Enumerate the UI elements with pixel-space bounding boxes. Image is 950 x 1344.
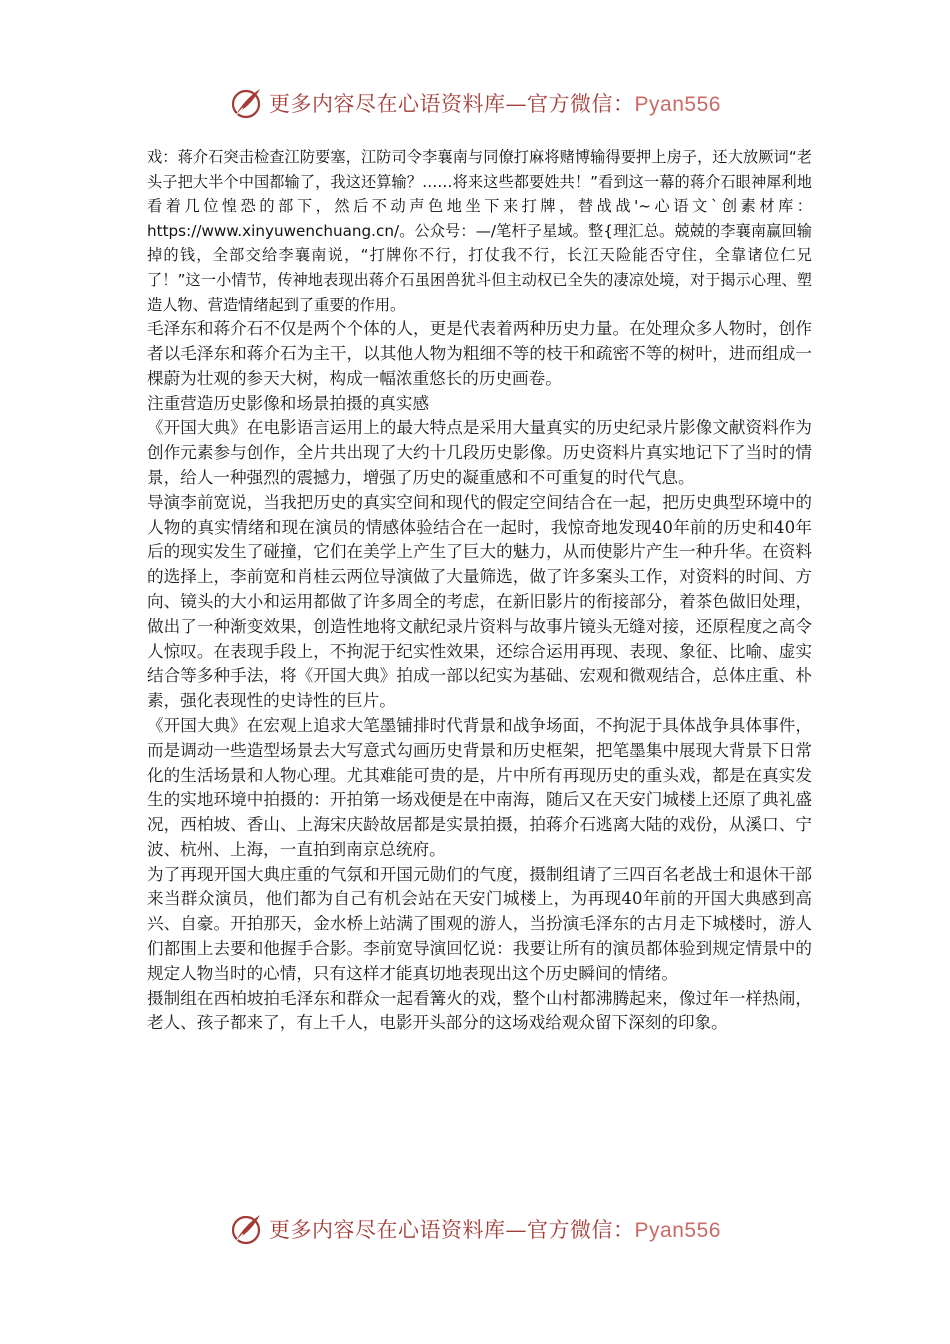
paragraph-4: 《开国大典》在宏观上追求大笔墨铺排时代背景和战争场面，不拘泥于具体战争具体事件，而是调动一些造型场景去大写意式勾画历史背景和历史框架，把笔墨集中展现大背景下日常化的生活场景和人物心理。尤其难能可贵的是，片中所有再现历史的重头戏，都是在真实发生的实地环境中拍摄的：开拍第一场戏便是在中南海，随后又在天安门城楼上还原了典礼盛况，西柏坡、香山、上海宋庆龄故居都是实景拍摄，拍蒋介石逃离大陆的戏份，从溪口、宁波、杭州、上海，一直拍到南京总统府。 [147,715,812,859]
section-heading: 注重营造历史影像和场景拍摄的真实感 [147,393,430,413]
footer-wechat-id: Pyan556 [634,1219,721,1242]
header-banner-text [269,88,721,118]
header-banner-inner [229,86,721,120]
footer-banner-inner [229,1212,721,1246]
article-body [147,145,812,1036]
quill-logo-icon [229,1212,263,1246]
paragraph-2: 《开国大典》在电影语言运用上的最大特点是采用大量真实的历史纪录片影像文献资料作为创作元素参与创作，全片共出现了大约十几段历史影像。历史资料片真实地记下了当时的情景，给人一种强烈的震撼力，增强了历史的凝重感和不可重复的时代气息。 [147,418,812,487]
footer-brand-text: 更多内容尽在心语资料库—官方微信： [269,1218,635,1242]
intro-paragraph: 戏：蒋介石突击检查江防要塞，江防司令李襄南与同僚打麻将赌博输得要押上房子，还大放厥词“老头子把大半个中国都输了，我这还算输？……将来这些都要姓共！”看到这一幕的蒋介石眼神犀利地看着几位惶恐的部下，然后不动声色地坐下来打牌，替战战'~心语文`创素材库：https://www.xinyuwenchuang.cn/。公众号：—/笔杆子星域。整{理汇总。兢兢的李襄南赢回输掉的钱，全部交给李襄南说，“打牌你不行，打仗我不行，长江天险能否守住，全靠诸位仁兄了！”这一小情节，传神地表现出蒋介石虽困兽犹斗但主动权已全失的凄凉处境，对于揭示心理、塑造人物、营造情绪起到了重要的作用。 [147,148,812,314]
paragraph-1: 毛泽东和蒋介石不仅是两个个体的人，更是代表着两种历史力量。在处理众多人物时，创作者以毛泽东和蒋介石为主干，以其他人物为粗细不等的枝干和疏密不等的树叶，进而组成一棵蔚为壮观的参天大树，构成一幅浓重悠长的历史画卷。 [147,319,812,388]
header-wechat-id: Pyan556 [634,93,721,116]
footer-banner-text [269,1214,721,1244]
paragraph-5: 为了再现开国大典庄重的气氛和开国元勋们的气度，摄制组请了三四百名老战士和退休干部来当群众演员，他们都为自己有机会站在天安门城楼上，为再现40年前的开国大典感到高兴、自豪。开拍那天，金水桥上站满了围观的游人，当扮演毛泽东的古月走下城楼时，游人们都围上去要和他握手合影。李前宽导演回忆说：我要让所有的演员都体验到规定情景中的规定人物当时的心情，只有这样才能真切地表现出这个历史瞬间的情绪。 [147,864,812,983]
footer-banner [0,1204,950,1254]
paragraph-3: 导演李前宽说，当我把历史的真实空间和现代的假定空间结合在一起，把历史典型环境中的人物的真实情绪和现在演员的情感体验结合在一起时，我惊奇地发现40年前的历史和40年后的现实发生了碰撞，它们在美学上产生了巨大的魅力，从而使影片产生一种升华。在资料的选择上，李前宽和肖桂云两位导演做了大量筛选，做了许多案头工作，对资料的时间、方向、镜头的大小和运用都做了许多周全的考虑，在新旧影片的衔接部分，着茶色做旧处理，做出了一种渐变效果，创造性地将文献纪录片资料与故事片镜头无缝对接，还原程度之高令人惊叹。在表现手段上，不拘泥于纪实性效果，还综合运用再现、表现、象征、比喻、虚实结合等多种手法，将《开国大典》拍成一部以纪实为基础、宏观和微观结合，总体庄重、朴素，强化表现性的史诗性的巨片。 [147,492,812,711]
quill-logo-icon [229,86,263,120]
header-banner [0,78,950,128]
paragraph-6: 摄制组在西柏坡拍毛泽东和群众一起看篝火的戏，整个山村都沸腾起来，像过年一样热闹，老人、孩子都来了，有上千人，电影开头部分的这场戏给观众留下深刻的印象。 [147,988,812,1033]
header-brand-text: 更多内容尽在心语资料库—官方微信： [269,92,635,116]
